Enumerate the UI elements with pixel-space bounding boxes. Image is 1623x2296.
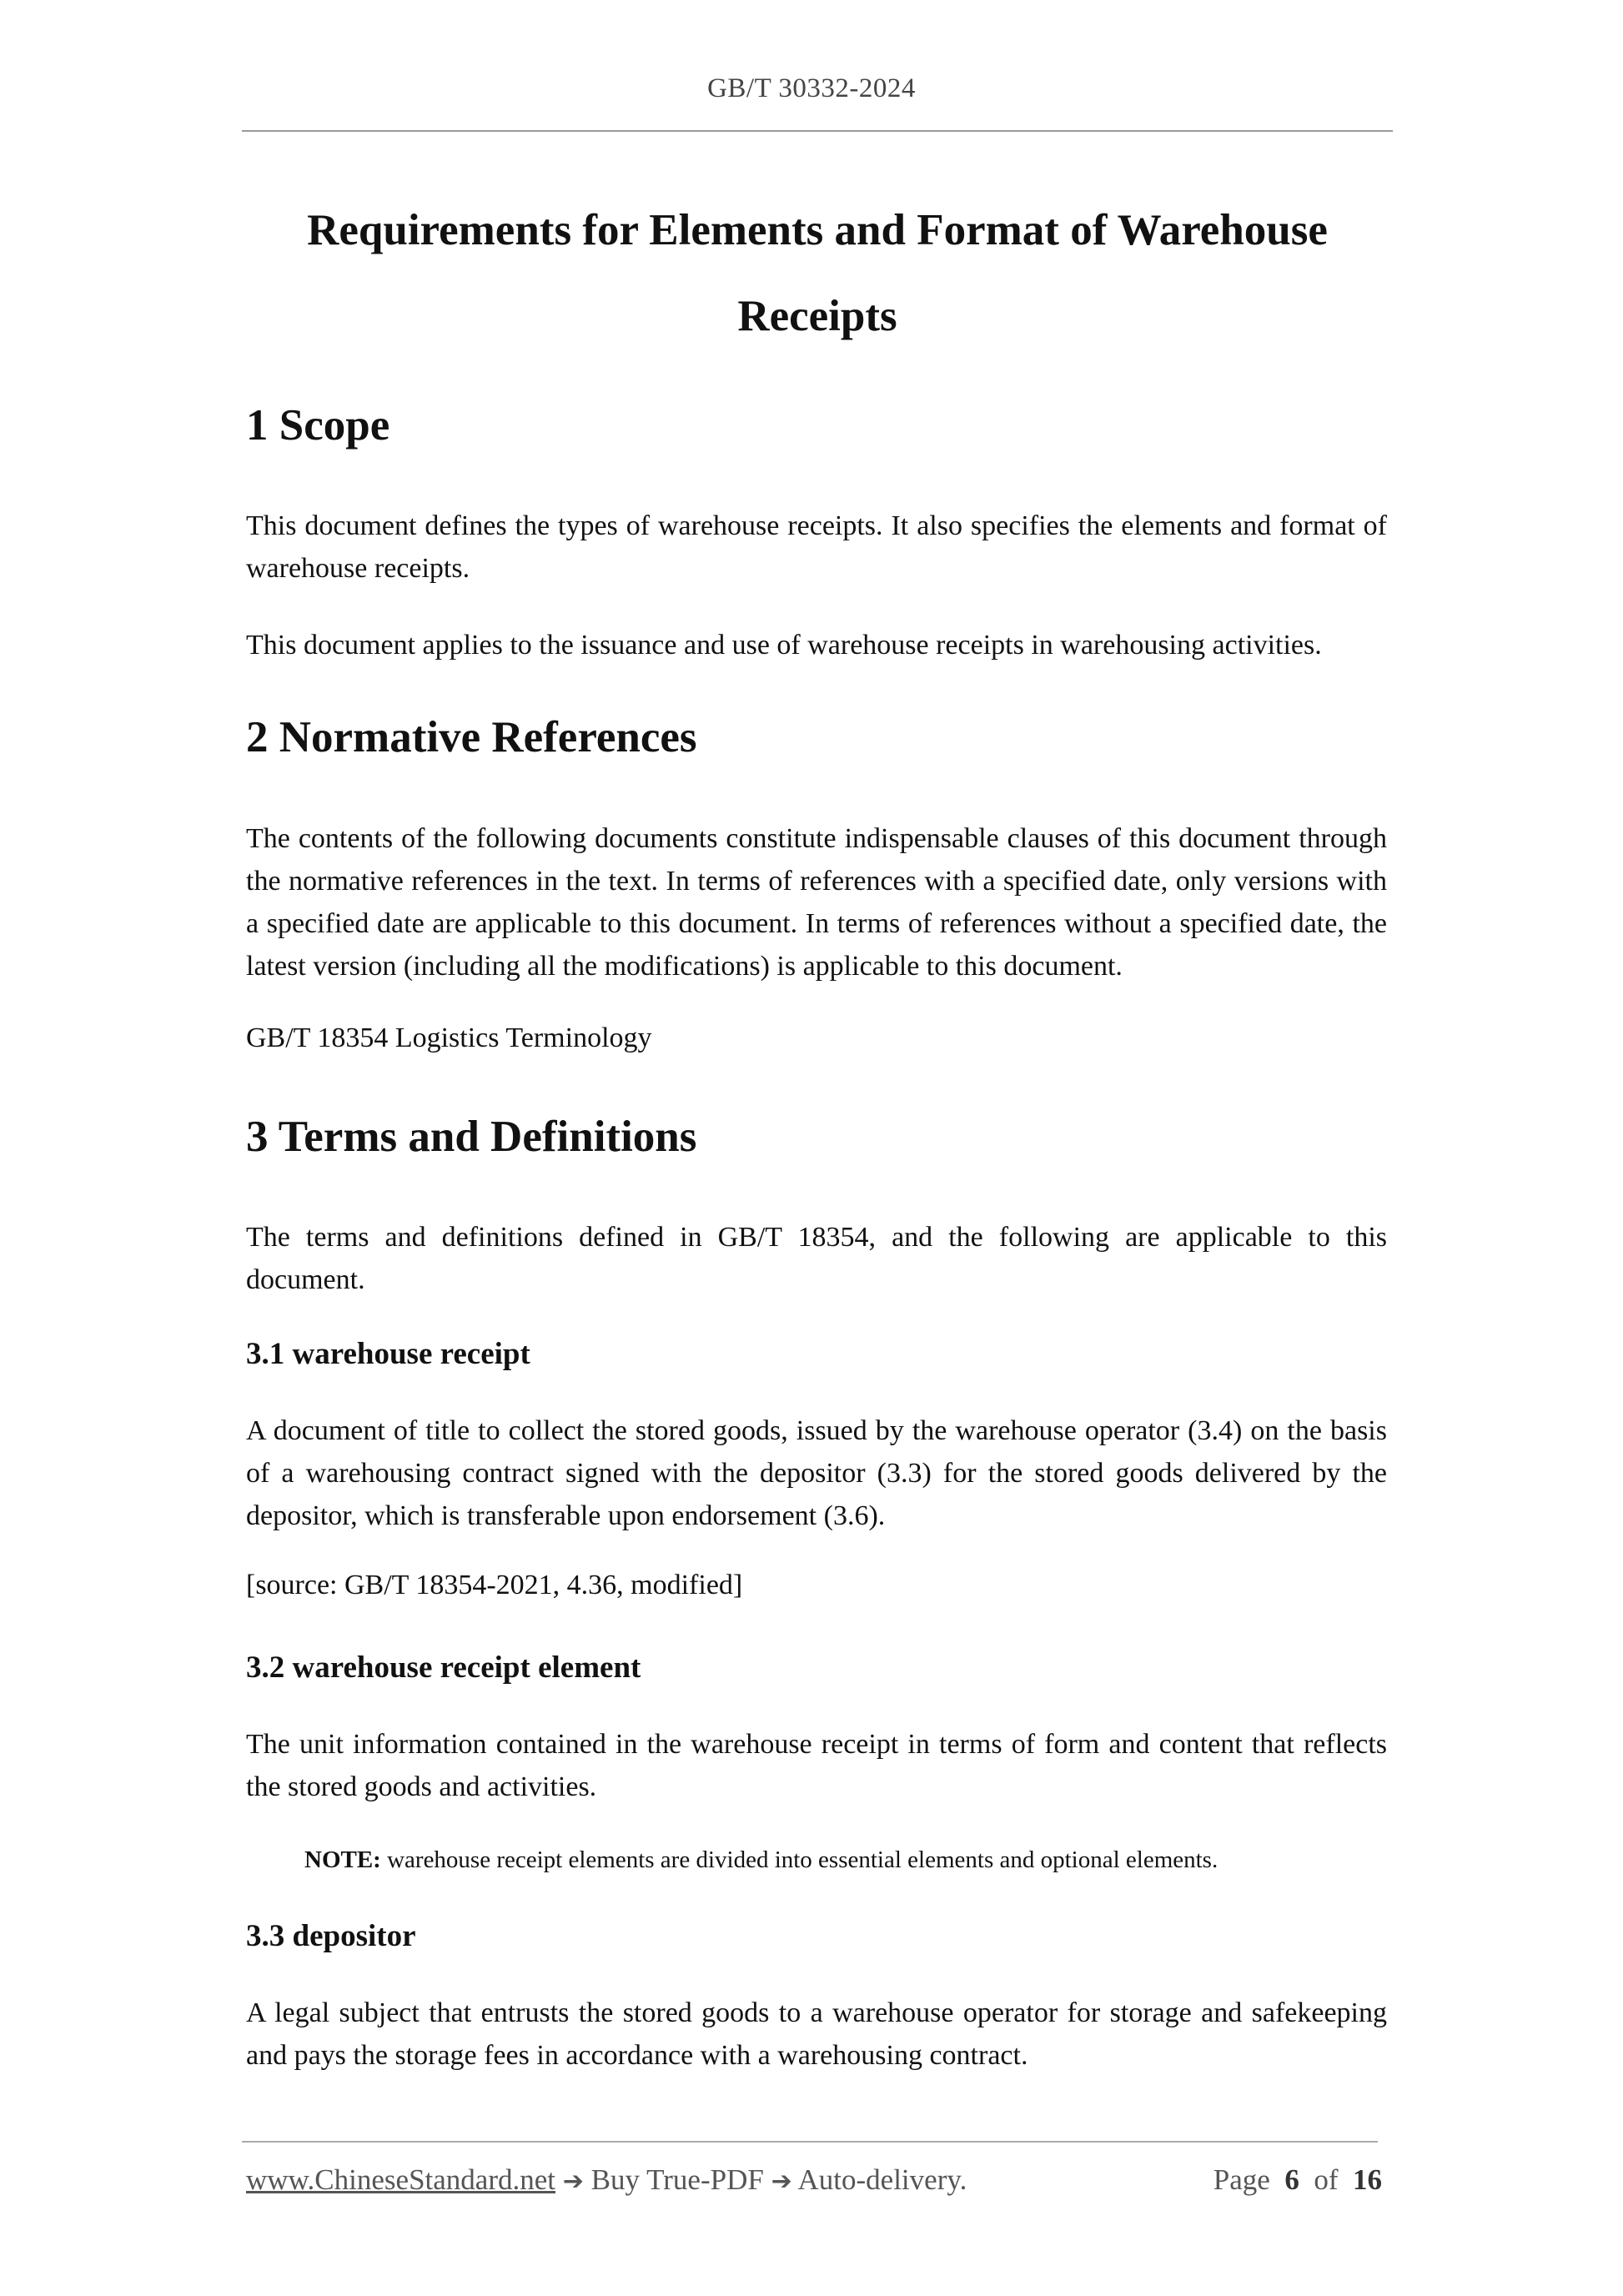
title-line-2: Receipts xyxy=(737,292,897,340)
term-definition-3-2: The unit information contained in the warehouse receipt in terms of form and content that reflects the stored goods and activities. xyxy=(246,1729,1387,1802)
page-footer xyxy=(246,2163,1382,2205)
term-heading-3-2: 3.2 warehouse receipt element xyxy=(246,1650,641,1685)
right-arrow-icon: ➔ xyxy=(562,2167,584,2196)
term-note-3-2 xyxy=(304,1846,1389,1874)
page-indicator xyxy=(1213,2163,1382,2197)
total-pages-number: 16 xyxy=(1353,2163,1382,2196)
terms-intro-paragraph: The terms and definitions defined in GB/T 18354, and the following are applicable to this document. xyxy=(246,1222,1387,1295)
running-header: GB/T 30332-2024 xyxy=(707,73,916,103)
term-heading-3-3: 3.3 depositor xyxy=(246,1919,416,1953)
footer-divider xyxy=(242,2141,1378,2143)
scope-paragraph-2: This document applies to the issuance and use of warehouse receipts in warehousing activities. xyxy=(246,630,1322,661)
header-divider xyxy=(242,130,1393,132)
section-heading-terms-definitions: 3 Terms and Definitions xyxy=(246,1113,697,1161)
note-text: warehouse receipt elements are divided into essential elements and optional elements. xyxy=(380,1846,1219,1873)
website-link[interactable]: www.ChineseStandard.net xyxy=(246,2163,555,2196)
note-label: NOTE: xyxy=(304,1846,381,1873)
term-source-3-1: [source: GB/T 18354-2021, 4.36, modified] xyxy=(246,1570,743,1600)
term-definition-3-3: A legal subject that entrusts the stored goods to a warehouse operator for storage and safekeeping and pays the storage fees in accordance with a warehousing contract. xyxy=(246,1997,1387,2071)
term-definition-3-1: A document of title to collect the stored goods, issued by the warehouse operator (3.4) on the basis of a warehousing contract signed with the depositor (3.3) for the stored goods delivered by the depositor, which is transferable upon endorsement (3.6). xyxy=(246,1415,1387,1531)
current-page-number: 6 xyxy=(1284,2163,1299,2196)
page-word: Page xyxy=(1213,2163,1270,2196)
section-heading-normative-references: 2 Normative References xyxy=(246,713,697,761)
term-heading-3-1: 3.1 warehouse receipt xyxy=(246,1337,530,1371)
normative-reference-item: GB/T 18354 Logistics Terminology xyxy=(246,1022,652,1053)
section-heading-scope: 1 Scope xyxy=(246,401,390,450)
of-word: of xyxy=(1314,2163,1339,2196)
normative-references-paragraph: The contents of the following documents constitute indispensable clauses of this document through the normative references in the text. In terms of references with a specified date, only versions with a specified date are applicable to this document. In terms of references without a specified date, the latest version (including all the modifications) is applicable to this document. xyxy=(246,823,1387,982)
title-line-1: Requirements for Elements and Format of Warehouse xyxy=(307,206,1328,254)
right-arrow-icon: ➔ xyxy=(771,2167,792,2196)
scope-paragraph-1: This document defines the types of warehouse receipts. It also specifies the elements and format of warehouse receipts. xyxy=(246,510,1387,584)
auto-delivery-text: Auto-delivery. xyxy=(791,2163,967,2196)
buy-true-pdf-text: Buy True-PDF xyxy=(583,2163,771,2196)
document-title xyxy=(275,188,1359,359)
